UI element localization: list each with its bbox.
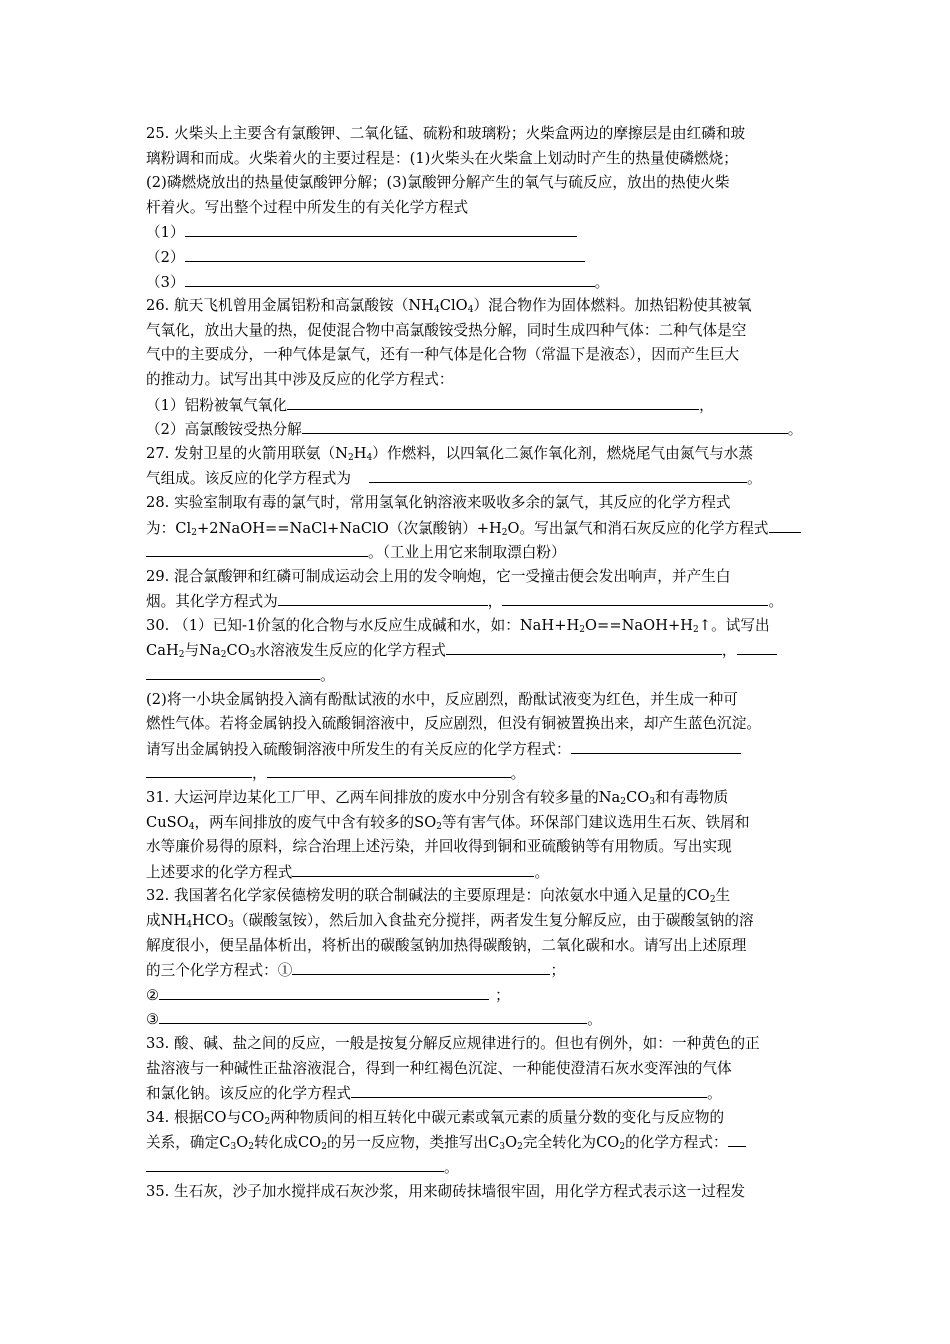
q30-text: O==NaOH+H xyxy=(585,616,694,634)
answer-blank[interactable] xyxy=(146,1155,444,1172)
q26-line-1 xyxy=(146,294,818,319)
answer-label: （2） xyxy=(146,248,185,266)
answer-blank[interactable] xyxy=(502,589,768,606)
answer-blank[interactable] xyxy=(287,393,699,410)
worksheet-document xyxy=(146,122,818,1204)
answer-blank[interactable] xyxy=(159,1007,587,1024)
q31-text: 水等廉价易得的原料，综合治理上述污染，并回收得到铜和亚硫酸钠等有用物质。写出实现 xyxy=(146,838,732,856)
q30-text: ↑。试写出 xyxy=(698,616,770,634)
q31-text: 和有毒物质 xyxy=(655,789,729,807)
q30-text: 请写出金属钠投入硫酸铜溶液中所发生的有关反应的化学方程式： xyxy=(146,740,571,758)
answer-blank[interactable] xyxy=(146,663,320,680)
answer-blank[interactable] xyxy=(185,220,577,237)
punctuation: 。 xyxy=(594,273,610,291)
subscript: 2 xyxy=(517,1142,523,1153)
q34-text: 完全转化为CO xyxy=(522,1134,620,1152)
q29-text: 烟。其化学方程式为 xyxy=(146,593,278,611)
subscript: 3 xyxy=(499,1142,506,1153)
answer-blank[interactable] xyxy=(737,638,777,655)
answer-blank[interactable] xyxy=(146,540,368,557)
answer-blank[interactable] xyxy=(185,245,585,262)
q33-line-2 xyxy=(146,1057,818,1082)
subscript: 4 xyxy=(467,305,474,316)
q28-line-3 xyxy=(146,540,818,565)
q31-line-4 xyxy=(146,860,818,885)
q28-text: 28. 实验室制取有毒的氯气时，常用氢氧化钠溶液来吸收多余的氯气，其反应的化学方程式 xyxy=(146,493,731,511)
q26-line-4 xyxy=(146,368,818,393)
q26-text: 气中的主要成分，一种气体是氯气，还有一种气体是化合物（常温下是液态），因而产生巨大 xyxy=(146,346,740,364)
q31-text: ，两车间排放的废气中含有较多的SO xyxy=(194,813,437,831)
q25-answer-2 xyxy=(146,245,818,270)
q32-text: ② xyxy=(146,986,160,1004)
q30-text: (2)将一小块金属钠投入滴有酚酞试液的水中，反应剧烈，酚酞试液变为红色，并生成一种可 xyxy=(146,690,738,708)
subscript: 2 xyxy=(321,1142,327,1153)
q30-part2-line-1 xyxy=(146,688,818,713)
punctuation: 。 xyxy=(444,1158,459,1176)
q25-text: 璃粉调和而成。火柴着火的主要过程是：(1)火柴头在火柴盒上划动时产生的热量使磷燃烧； xyxy=(146,149,738,167)
q26-answer-1 xyxy=(146,393,818,418)
q30-text: 燃性气体。若将金属钠投入硫酸铜溶液中，反应剧烈，但没有铜被置换出来，却产生蓝色沉淀。 xyxy=(146,715,762,733)
subscript: 2 xyxy=(619,1142,626,1153)
q35-line-1 xyxy=(146,1180,818,1205)
subscript: 2 xyxy=(436,821,443,832)
q30-text: CaH xyxy=(146,642,179,660)
q31-text: 31. 大运河岸边某化工厂甲、乙两车间排放的废水中分别含有较多量的Na xyxy=(146,789,621,807)
q30-line-3 xyxy=(146,663,818,688)
q30-line-2 xyxy=(146,638,818,663)
q31-line-2 xyxy=(146,811,818,836)
punctuation: ， xyxy=(721,642,737,660)
subscript: 2 xyxy=(620,797,627,808)
q32-text: （碳酸氢铵），然后加入食盐充分搅拌，两者发生复分解反应，由于碳酸氢钠的溶 xyxy=(233,912,754,929)
q29-line-1 xyxy=(146,565,818,590)
subscript: 3 xyxy=(228,920,234,930)
answer-label: （1） xyxy=(146,224,185,242)
subscript: 2 xyxy=(178,650,185,661)
subscript: 2 xyxy=(191,527,198,538)
q33-line-1 xyxy=(146,1032,818,1057)
subscript: 2 xyxy=(220,650,227,661)
q25-text: 杆着火。写出整个过程中所发生的有关化学方程式 xyxy=(146,198,469,216)
q30-part2-line-2 xyxy=(146,712,818,737)
q26-answer-2 xyxy=(146,417,818,442)
answer-blank[interactable] xyxy=(728,1130,746,1147)
answer-blank[interactable] xyxy=(571,737,741,754)
answer-blank[interactable] xyxy=(146,761,252,778)
answer-blank[interactable] xyxy=(292,860,534,877)
q25-text: 25. 火柴头上主要含有氯酸钾、二氧化锰、硫粉和玻璃粉；火柴盒两边的摩擦层是由红磷和玻 xyxy=(146,125,746,142)
q25-line-3 xyxy=(146,171,818,196)
q34-text: O xyxy=(236,1134,249,1152)
q32-line-4 xyxy=(146,958,818,983)
q25-line-1 xyxy=(146,122,818,147)
punctuation: 。 xyxy=(768,593,784,611)
q29-text: 29. 混合氯酸钾和红磷可制成运动会上用的发令响炮，它一受撞击便会发出响声，并产生白 xyxy=(146,567,731,585)
q26-text: 气氧化，放出大量的热，促使混合物中高氯酸铵受热分解，同时生成四种气体：二种气体是空 xyxy=(146,321,747,339)
q33-line-3 xyxy=(146,1081,818,1106)
punctuation: ； xyxy=(550,962,566,980)
punctuation: 。 xyxy=(707,1085,722,1103)
subscript: 4 xyxy=(186,920,193,930)
q32-text: 成NH xyxy=(146,912,187,929)
q25-answer-3 xyxy=(146,270,818,295)
punctuation: ， xyxy=(487,593,503,611)
q31-line-3 xyxy=(146,835,818,860)
q28-line-2 xyxy=(146,516,818,541)
q34-line-3 xyxy=(146,1155,818,1180)
answer-blank[interactable] xyxy=(159,983,489,1000)
q32-line-5 xyxy=(146,983,818,1008)
subscript: 4 xyxy=(188,821,195,832)
q30-text: 与Na xyxy=(184,642,221,660)
q27-line-1 xyxy=(146,442,818,467)
q26-text: ）混合物作为固体燃料。加热铝粉使其被氧 xyxy=(473,297,752,315)
q32-line-2 xyxy=(146,909,818,934)
q34-text: 转化成CO xyxy=(254,1134,322,1152)
q34-line-2 xyxy=(146,1130,818,1155)
subscript: 2 xyxy=(501,527,508,538)
q32-text: 的三个化学方程式：① xyxy=(146,962,293,980)
q30-text: CO xyxy=(226,642,250,660)
answer-blank[interactable] xyxy=(278,589,488,606)
q28-text: +2NaOH==NaCl+NaClO（次氯酸钠）+H xyxy=(197,519,502,537)
q32-text: HCO xyxy=(192,912,229,929)
q26-line-3 xyxy=(146,343,818,368)
q34-line-1 xyxy=(146,1106,818,1131)
q26-text: ClO xyxy=(439,297,468,315)
q25-line-2 xyxy=(146,147,818,172)
q28-text: 。（工业上用它来制取漂白粉） xyxy=(368,544,566,562)
q27-text: 气组成。该反应的化学方程式为 xyxy=(146,470,352,488)
q34-text: O xyxy=(505,1134,518,1152)
punctuation: 。 xyxy=(587,1011,602,1029)
q27-line-2 xyxy=(146,466,818,491)
subscript: 2 xyxy=(347,452,354,463)
answer-blank[interactable] xyxy=(185,270,595,287)
subscript: 2 xyxy=(248,1142,255,1153)
q34-text: 的另一反应物，类推写出C xyxy=(326,1134,500,1152)
q32-text: ③ xyxy=(146,1011,160,1029)
subscript: 3 xyxy=(249,650,256,661)
q30-part2-line-3 xyxy=(146,737,818,762)
q25-line-4 xyxy=(146,196,818,221)
q26-text: 的推动力。试写出其中涉及反应的化学方程式： xyxy=(146,370,454,388)
answer-label: （1）铝粉被氧气氧化 xyxy=(146,396,288,414)
q33-text: 和氯化钠。该反应的化学方程式 xyxy=(146,1085,352,1103)
punctuation: ， xyxy=(252,765,267,783)
answer-blank[interactable] xyxy=(351,1081,707,1098)
q29-line-2 xyxy=(146,589,818,614)
q31-text: 等有害气体。环保部门建议选用生石灰、铁屑和 xyxy=(442,813,750,831)
answer-blank[interactable] xyxy=(446,638,722,655)
subscript: 2 xyxy=(264,1116,271,1127)
subscript: 4 xyxy=(366,452,373,463)
q28-text: O。写出氯气和消石灰反应的化学方程式 xyxy=(507,519,769,537)
punctuation: 。 xyxy=(320,667,335,685)
q31-text: 上述要求的化学方程式 xyxy=(146,863,293,881)
punctuation: 。 xyxy=(534,863,550,881)
answer-blank[interactable] xyxy=(302,417,788,434)
q30-line-1 xyxy=(146,614,818,639)
subscript: 3 xyxy=(230,1142,237,1153)
q26-text: 26. 航天飞机曾用金属铝粉和高氯酸铵（NH xyxy=(146,297,434,315)
q27-text: H xyxy=(353,444,367,462)
q32-line-3 xyxy=(146,934,818,959)
q27-text: ）作燃料，以四氧化二氮作氧化剂，燃烧尾气由氮气与水蒸 xyxy=(372,444,754,462)
q25-text: (2)磷燃烧放出的热量使氯酸钾分解；(3)氯酸钾分解产生的氧气与硫反应，放出的热使火柴 xyxy=(146,174,730,192)
answer-blank[interactable] xyxy=(769,516,801,533)
q32-text: 32. 我国著名化学家侯德榜发明的联合制碱法的主要原理是：向浓氨水中通入足量的CO xyxy=(146,887,710,905)
q32-text: 生 xyxy=(715,887,731,905)
q28-line-1 xyxy=(146,491,818,516)
q34-text: 的化学方程式： xyxy=(625,1134,728,1152)
q27-text: 27. 发射卫星的火箭用联氨（N xyxy=(146,444,348,462)
answer-label: （2）高氯酸铵受热分解 xyxy=(146,421,302,439)
q31-text: CO xyxy=(626,789,650,807)
q25-answer-1 xyxy=(146,220,818,245)
q31-line-1 xyxy=(146,786,818,811)
punctuation: 。 xyxy=(747,470,762,488)
subscript: 4 xyxy=(433,305,440,316)
q32-line-6 xyxy=(146,1007,818,1032)
q34-text: 关系，确定C xyxy=(146,1134,231,1152)
subscript: 2 xyxy=(709,895,716,906)
subscript: 2 xyxy=(693,624,699,635)
answer-label: （3） xyxy=(146,273,185,291)
punctuation: ； xyxy=(495,986,510,1004)
q32-line-1 xyxy=(146,884,818,909)
punctuation: 。 xyxy=(787,421,803,439)
q28-text: 为：Cl xyxy=(146,519,192,537)
q34-text: 两种物质间的相互转化中碳元素或氧元素的质量分数的变化与反应物的 xyxy=(270,1108,725,1126)
q32-text: 解度很小，便呈晶体析出，将析出的碳酸氢钠加热得碳酸钠，二氧化碳和水。请写出上述原理 xyxy=(146,936,747,954)
q33-text: 盐溶液与一种碱性正盐溶液混合，得到一种红褐色沉淀、一种能使澄清石灰水变浑浊的气体 xyxy=(146,1059,732,1077)
q33-text: 33. 酸、碱、盐之间的反应，一般是按复分解反应规律进行的。但也有例外，如：一种黄色的正 xyxy=(146,1034,760,1052)
answer-blank[interactable] xyxy=(267,761,511,778)
q31-text: CuSO xyxy=(146,813,189,831)
subscript: 3 xyxy=(649,797,656,808)
q26-line-2 xyxy=(146,319,818,344)
q30-part2-line-4 xyxy=(146,761,818,786)
punctuation: ， xyxy=(699,396,714,414)
q35-text: 35. 生石灰，沙子加水搅拌成石灰沙浆，用来砌砖抹墙很牢固，用化学方程式表示这一过程发 xyxy=(146,1182,746,1200)
answer-blank[interactable] xyxy=(369,466,747,483)
q34-text: 34. 根据CO与CO xyxy=(146,1108,265,1126)
subscript: 2 xyxy=(579,624,586,635)
answer-blank[interactable] xyxy=(292,958,550,975)
q30-text: 水溶液发生反应的化学方程式 xyxy=(255,642,446,660)
q30-text: 30. （1）已知-1价氢的化合物与水反应生成碱和水，如：NaH+H xyxy=(146,616,580,634)
punctuation: 。 xyxy=(510,765,526,783)
